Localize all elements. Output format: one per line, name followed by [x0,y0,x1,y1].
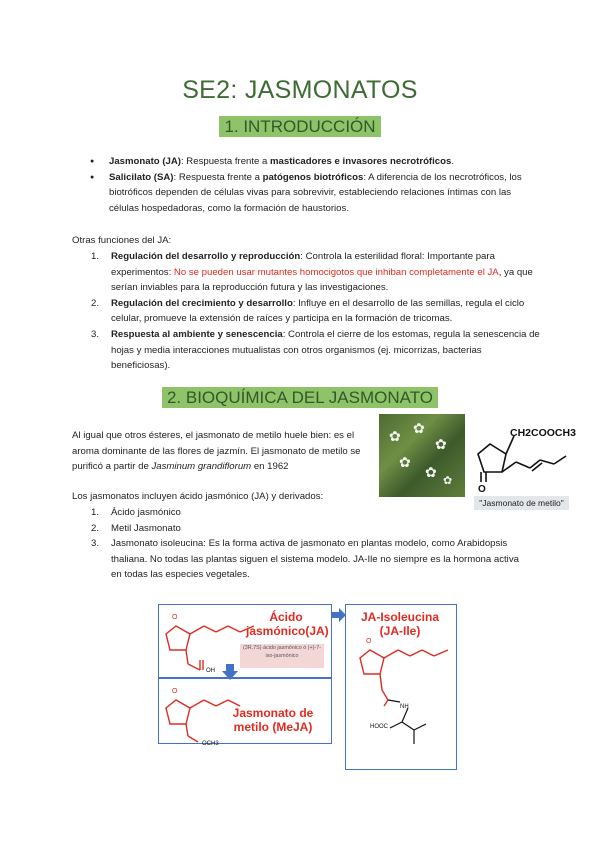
derivado-item: 1. Ácido jasmónico [91,507,181,518]
section-heading-introduccion: 1. INTRODUCCIÓN [0,117,600,137]
svg-text:O: O [478,484,486,495]
intro-paragraph: Al igual que otros ésteres, el jasmonato de metilo huele bien: es el aroma dominante de las flores de jazmín. El jasmonato de metilo se purificó a partir de Jasminum grandiflorum en 1962 [72,430,361,473]
funcion-item: 1. Regulación del desarrollo y reproducción: Controla la esterilidad floral: Importante para experimentos: No se pueden usar mutantes homocigotos que inhiban completamente el JA, ya que serían inviables para la reproducción futura y las investigaciones. [91,251,533,294]
otras-funciones-title: Otras funciones del JA: [72,235,172,246]
cooh-label: OH [206,668,215,674]
funcion-item: 3. Respuesta al ambiente y senescencia: Controla el cierre de los estomas, regula la senescencia de hojas y media interacciones mutualistas con otros organismos (ej. micorrizas, bacterias beneficiosas). [91,328,540,372]
down-arrow-icon [222,664,238,680]
bullet-list [90,154,530,216]
funciones-list [91,249,541,374]
bullet-jasmonato: ● Jasmonato (JA): Respuesta frente a masticadores e invasores necrotróficos. [90,154,530,170]
right-arrow-icon [331,608,347,622]
funcion-item: 2. Regulación del crecimiento y desarrollo: Influye en el desarrollo de las semillas, regula el ciclo celular, promueve la extensión de raíces y participa en la formación de tricomas. [91,297,525,325]
page-title: SE2: JASMONATOS [182,76,418,104]
derivado-item: 3. Jasmonato isoleucina: Es la forma activa de jasmonato en plantas modelo, como Arabidopsis thaliana. No todas las plantas siguen el sistema modelo. JA-Ile no siempre es la hormona activa en todas las especies vegetales. [91,538,519,581]
nh-label: NH [400,704,409,710]
svg-text:O: O [366,638,372,645]
mol-caption: "Jasmonato de metilo" [474,496,569,510]
ja-ile-label: JA-Isoleucina (JA-Ile) [360,610,440,638]
och3-label: OCH3 [202,741,219,747]
derivados-list [91,505,531,583]
acido-note: (3R,7S) ácido jasmónico ó (+)-7-iso-jasmónico [240,644,324,668]
derivado-item: 2. Metil Jasmonato [91,522,181,534]
hooc-label: HOOC [370,724,388,730]
svg-text:O: O [172,688,178,695]
methyl-jasmonate-structure [468,420,588,496]
mejA-label: Jasmonato de metilo (MeJA) [232,706,314,734]
svg-text:O: O [172,614,178,621]
derivados-title: Los jasmonatos incluyen ácido jasmónico (JA) y derivados: [72,491,324,502]
bullet-salicilato: ● Salicilato (SA): Respuesta frente a patógenos biotróficos: A diferencia de los necrotróficos, los biotróficos dependen de células vivas para sobrevivir, estableciendo relaciones íntimas con las células hospedadoras, como la formación de haustorios. [90,170,530,217]
ch2cooch3-label: CH2COOCH3 [510,427,576,439]
acido-jasmonico-label: Ácido jasmónico(JA) [246,610,329,638]
jasmine-photo: ✿ ✿ ✿ ✿ ✿ ✿ [379,414,465,497]
section-heading-bioquimica: 2. BIOQUÍMICA DEL JASMONATO [0,388,600,408]
